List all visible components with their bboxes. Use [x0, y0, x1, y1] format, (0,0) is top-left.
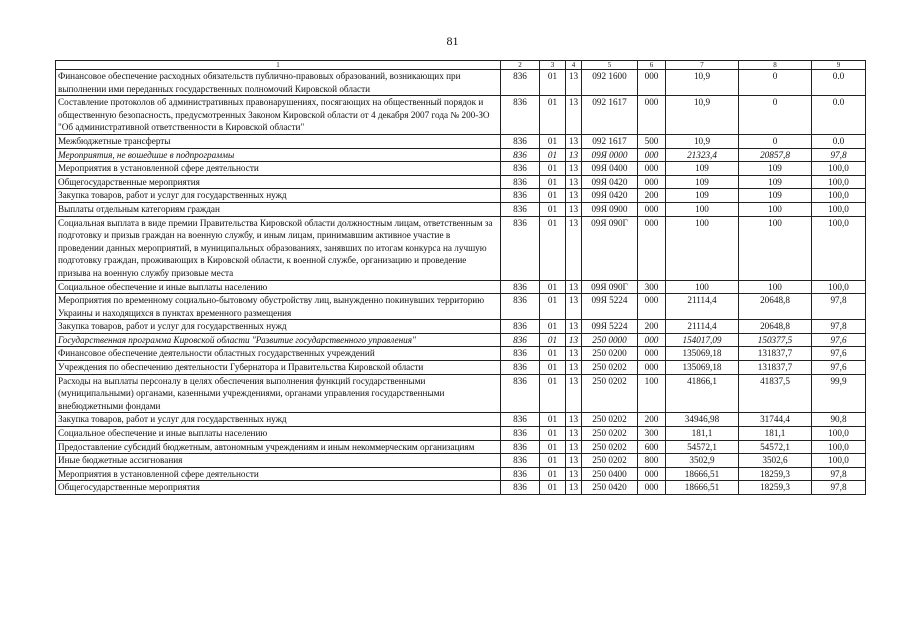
- target-article-cell: 09Я 0400: [582, 162, 638, 176]
- planned-amount-cell: 10,9: [666, 134, 739, 148]
- execution-percent-cell: 100,0: [812, 162, 866, 176]
- table-row: [56, 148, 866, 162]
- execution-percent-cell: 100,0: [812, 175, 866, 189]
- planned-amount-cell: 21323,4: [666, 148, 739, 162]
- admin-code-cell: 836: [501, 70, 540, 96]
- subsection-code-cell: 13: [566, 134, 582, 148]
- admin-code-cell: 836: [501, 280, 540, 294]
- subsection-code-cell: 13: [566, 374, 582, 413]
- section-code-cell: 01: [540, 361, 566, 375]
- subsection-code-cell: 13: [566, 189, 582, 203]
- section-code-cell: 01: [540, 467, 566, 481]
- row-name-cell: Выплаты отдельным категориям граждан: [56, 202, 501, 216]
- expense-type-cell: 000: [638, 202, 666, 216]
- execution-percent-cell: 100,0: [812, 440, 866, 454]
- target-article-cell: 250 0202: [582, 361, 638, 375]
- target-article-cell: 09Я 090Г: [582, 216, 638, 280]
- table-row: [56, 333, 866, 347]
- row-name-cell: Общегосударственные мероприятия: [56, 481, 501, 495]
- executed-amount-cell: 109: [739, 162, 812, 176]
- subsection-code-cell: 13: [566, 467, 582, 481]
- expense-type-cell: 200: [638, 413, 666, 427]
- row-name-cell: Межбюджетные трансферты: [56, 134, 501, 148]
- executed-amount-cell: 131837,7: [739, 347, 812, 361]
- row-name-cell: Составление протоколов об административных правонарушениях, посягающих на общественный порядок и общественную безопасность, предусмотренных Законом Кировской области от 4 декабря 2007 года № 200-ЗО "Об административной ответственности в Кировской области": [56, 96, 501, 135]
- executed-amount-cell: 100: [739, 216, 812, 280]
- expense-type-cell: 200: [638, 320, 666, 334]
- row-name-cell: Учреждения по обеспечению деятельности Губернатора и Правительства Кировской области: [56, 361, 501, 375]
- table-body: [56, 70, 866, 495]
- table-row: [56, 481, 866, 495]
- target-article-cell: 250 0200: [582, 347, 638, 361]
- subsection-code-cell: 13: [566, 280, 582, 294]
- admin-code-cell: 836: [501, 216, 540, 280]
- execution-percent-cell: 97,6: [812, 333, 866, 347]
- admin-code-cell: 836: [501, 333, 540, 347]
- admin-code-cell: 836: [501, 467, 540, 481]
- planned-amount-cell: 54572,1: [666, 440, 739, 454]
- row-name-cell: Предоставление субсидий бюджетным, автономным учреждениям и иным некоммерческим организациям: [56, 440, 501, 454]
- planned-amount-cell: 109: [666, 175, 739, 189]
- row-name-cell: Социальное обеспечение и иные выплаты населению: [56, 427, 501, 441]
- executed-amount-cell: 181,1: [739, 427, 812, 441]
- table-row: [56, 413, 866, 427]
- executed-amount-cell: 109: [739, 175, 812, 189]
- expense-type-cell: 300: [638, 280, 666, 294]
- table-row: [56, 320, 866, 334]
- target-article-cell: 092 1617: [582, 134, 638, 148]
- subsection-code-cell: 13: [566, 162, 582, 176]
- column-header: 9: [812, 61, 866, 70]
- execution-percent-cell: 100,0: [812, 280, 866, 294]
- execution-percent-cell: 100,0: [812, 202, 866, 216]
- section-code-cell: 01: [540, 134, 566, 148]
- execution-percent-cell: 0.0: [812, 70, 866, 96]
- expense-type-cell: 500: [638, 134, 666, 148]
- executed-amount-cell: 18259,3: [739, 481, 812, 495]
- planned-amount-cell: 10,9: [666, 96, 739, 135]
- expense-type-cell: 000: [638, 361, 666, 375]
- admin-code-cell: 836: [501, 320, 540, 334]
- subsection-code-cell: 13: [566, 454, 582, 468]
- execution-percent-cell: 97,8: [812, 467, 866, 481]
- executed-amount-cell: 31744,4: [739, 413, 812, 427]
- planned-amount-cell: 41866,1: [666, 374, 739, 413]
- admin-code-cell: 836: [501, 134, 540, 148]
- target-article-cell: 09Я 5224: [582, 294, 638, 320]
- expense-type-cell: 000: [638, 175, 666, 189]
- subsection-code-cell: 13: [566, 175, 582, 189]
- expense-type-cell: 200: [638, 189, 666, 203]
- table-row: [56, 374, 866, 413]
- table-row: [56, 162, 866, 176]
- table-row: [56, 454, 866, 468]
- executed-amount-cell: 18259,3: [739, 467, 812, 481]
- target-article-cell: 09Я 0900: [582, 202, 638, 216]
- target-article-cell: 09Я 0420: [582, 175, 638, 189]
- header-row: [56, 61, 866, 70]
- row-name-cell: Мероприятия, не вошедшие в подпрограммы: [56, 148, 501, 162]
- planned-amount-cell: 10,9: [666, 70, 739, 96]
- subsection-code-cell: 13: [566, 96, 582, 135]
- subsection-code-cell: 13: [566, 294, 582, 320]
- executed-amount-cell: 3502,6: [739, 454, 812, 468]
- executed-amount-cell: 0: [739, 96, 812, 135]
- section-code-cell: 01: [540, 280, 566, 294]
- admin-code-cell: 836: [501, 481, 540, 495]
- row-name-cell: Социальное обеспечение и иные выплаты населению: [56, 280, 501, 294]
- admin-code-cell: 836: [501, 202, 540, 216]
- table-row: [56, 440, 866, 454]
- execution-percent-cell: 90,8: [812, 413, 866, 427]
- row-name-cell: Социальная выплата в виде премии Правительства Кировской области должностным лицам, ответственным за подготовку и призыв граждан на военную службу, и иным лицам, принимавшим активное участие в проведении данных мероприятий, в муниципальных образованиях, занявших по итогам конкурса на лучшую подготовку граждан, проживающих в Кировской области, к военной службе, организацию и проведение призыва на военную службу призовые места: [56, 216, 501, 280]
- planned-amount-cell: 100: [666, 216, 739, 280]
- planned-amount-cell: 34946,98: [666, 413, 739, 427]
- table-row: [56, 96, 866, 135]
- table-row: [56, 202, 866, 216]
- execution-percent-cell: 99,9: [812, 374, 866, 413]
- admin-code-cell: 836: [501, 361, 540, 375]
- execution-percent-cell: 0.0: [812, 96, 866, 135]
- executed-amount-cell: 131837,7: [739, 361, 812, 375]
- target-article-cell: 09Я 0000: [582, 148, 638, 162]
- section-code-cell: 01: [540, 175, 566, 189]
- target-article-cell: 250 0202: [582, 440, 638, 454]
- table-row: [56, 427, 866, 441]
- column-header: 3: [540, 61, 566, 70]
- admin-code-cell: 836: [501, 96, 540, 135]
- target-article-cell: 250 0202: [582, 374, 638, 413]
- execution-percent-cell: 100,0: [812, 189, 866, 203]
- subsection-code-cell: 13: [566, 320, 582, 334]
- section-code-cell: 01: [540, 320, 566, 334]
- executed-amount-cell: 54572,1: [739, 440, 812, 454]
- table-row: [56, 467, 866, 481]
- table-row: [56, 216, 866, 280]
- target-article-cell: 09Я 0420: [582, 189, 638, 203]
- target-article-cell: 250 0202: [582, 427, 638, 441]
- subsection-code-cell: 13: [566, 361, 582, 375]
- expense-type-cell: 100: [638, 374, 666, 413]
- expense-type-cell: 000: [638, 216, 666, 280]
- admin-code-cell: 836: [501, 347, 540, 361]
- expense-type-cell: 000: [638, 70, 666, 96]
- target-article-cell: 250 0400: [582, 467, 638, 481]
- section-code-cell: 01: [540, 294, 566, 320]
- expense-type-cell: 000: [638, 467, 666, 481]
- target-article-cell: 09Я 090Г: [582, 280, 638, 294]
- table-row: [56, 134, 866, 148]
- admin-code-cell: 836: [501, 413, 540, 427]
- section-code-cell: 01: [540, 189, 566, 203]
- executed-amount-cell: 100: [739, 280, 812, 294]
- admin-code-cell: 836: [501, 427, 540, 441]
- subsection-code-cell: 13: [566, 347, 582, 361]
- target-article-cell: 250 0000: [582, 333, 638, 347]
- section-code-cell: 01: [540, 333, 566, 347]
- table-row: [56, 70, 866, 96]
- subsection-code-cell: 13: [566, 216, 582, 280]
- admin-code-cell: 836: [501, 294, 540, 320]
- column-header: 8: [739, 61, 812, 70]
- table-row: [56, 175, 866, 189]
- section-code-cell: 01: [540, 96, 566, 135]
- execution-percent-cell: 97,8: [812, 481, 866, 495]
- executed-amount-cell: 20648,8: [739, 294, 812, 320]
- subsection-code-cell: 13: [566, 202, 582, 216]
- executed-amount-cell: 100: [739, 202, 812, 216]
- row-name-cell: Государственная программа Кировской области "Развитие государственного управления": [56, 333, 501, 347]
- expense-type-cell: 600: [638, 440, 666, 454]
- planned-amount-cell: 18666,51: [666, 481, 739, 495]
- row-name-cell: Иные бюджетные ассигнования: [56, 454, 501, 468]
- admin-code-cell: 836: [501, 189, 540, 203]
- admin-code-cell: 836: [501, 148, 540, 162]
- table-row: [56, 347, 866, 361]
- execution-percent-cell: 100,0: [812, 216, 866, 280]
- executed-amount-cell: 150377,5: [739, 333, 812, 347]
- target-article-cell: 092 1617: [582, 96, 638, 135]
- section-code-cell: 01: [540, 440, 566, 454]
- expense-type-cell: 000: [638, 333, 666, 347]
- target-article-cell: 250 0202: [582, 454, 638, 468]
- subsection-code-cell: 13: [566, 70, 582, 96]
- execution-percent-cell: 100,0: [812, 454, 866, 468]
- expense-type-cell: 000: [638, 162, 666, 176]
- planned-amount-cell: 154017,09: [666, 333, 739, 347]
- admin-code-cell: 836: [501, 175, 540, 189]
- target-article-cell: 250 0420: [582, 481, 638, 495]
- table-row: [56, 280, 866, 294]
- subsection-code-cell: 13: [566, 427, 582, 441]
- expense-type-cell: 300: [638, 427, 666, 441]
- admin-code-cell: 836: [501, 374, 540, 413]
- execution-percent-cell: 97,8: [812, 294, 866, 320]
- executed-amount-cell: 109: [739, 189, 812, 203]
- admin-code-cell: 836: [501, 454, 540, 468]
- target-article-cell: 250 0202: [582, 413, 638, 427]
- planned-amount-cell: 109: [666, 189, 739, 203]
- section-code-cell: 01: [540, 70, 566, 96]
- table-row: [56, 294, 866, 320]
- row-name-cell: Закупка товаров, работ и услуг для государственных нужд: [56, 413, 501, 427]
- planned-amount-cell: 181,1: [666, 427, 739, 441]
- planned-amount-cell: 18666,51: [666, 467, 739, 481]
- row-name-cell: Закупка товаров, работ и услуг для государственных нужд: [56, 189, 501, 203]
- column-header: 5: [582, 61, 638, 70]
- section-code-cell: 01: [540, 413, 566, 427]
- planned-amount-cell: 21114,4: [666, 294, 739, 320]
- section-code-cell: 01: [540, 148, 566, 162]
- section-code-cell: 01: [540, 374, 566, 413]
- expense-type-cell: 000: [638, 96, 666, 135]
- row-name-cell: Финансовое обеспечение деятельности областных государственных учреждений: [56, 347, 501, 361]
- execution-percent-cell: 97,6: [812, 347, 866, 361]
- subsection-code-cell: 13: [566, 440, 582, 454]
- table-row: [56, 361, 866, 375]
- column-header: 6: [638, 61, 666, 70]
- column-header: 4: [566, 61, 582, 70]
- row-name-cell: Финансовое обеспечение расходных обязательств публично-правовых образований, возникающих при выполнении ими переданных государственных полномочий Кировской области: [56, 70, 501, 96]
- section-code-cell: 01: [540, 162, 566, 176]
- section-code-cell: 01: [540, 427, 566, 441]
- column-header: 2: [501, 61, 540, 70]
- row-name-cell: Мероприятия по временному социально-бытовому обустройству лиц, вынужденно покинувших территорию Украины и находящихся в пунктах временного размещения: [56, 294, 501, 320]
- row-name-cell: Закупка товаров, работ и услуг для государственных нужд: [56, 320, 501, 334]
- subsection-code-cell: 13: [566, 413, 582, 427]
- row-name-cell: Мероприятия в установленной сфере деятельности: [56, 162, 501, 176]
- target-article-cell: 092 1600: [582, 70, 638, 96]
- column-header: 1: [56, 61, 501, 70]
- page-number: 81: [446, 34, 459, 48]
- executed-amount-cell: 41837,5: [739, 374, 812, 413]
- planned-amount-cell: 109: [666, 162, 739, 176]
- subsection-code-cell: 13: [566, 481, 582, 495]
- section-code-cell: 01: [540, 202, 566, 216]
- execution-percent-cell: 97,8: [812, 320, 866, 334]
- planned-amount-cell: 135069,18: [666, 347, 739, 361]
- execution-percent-cell: 0.0: [812, 134, 866, 148]
- planned-amount-cell: 21114,4: [666, 320, 739, 334]
- column-header: 7: [666, 61, 739, 70]
- section-code-cell: 01: [540, 454, 566, 468]
- row-name-cell: Расходы на выплаты персоналу в целях обеспечения выполнения функций государственными (муниципальными) органами, казенными учреждениями, органами управления государственными внебюджетными фондами: [56, 374, 501, 413]
- expense-type-cell: 000: [638, 294, 666, 320]
- executed-amount-cell: 0: [739, 134, 812, 148]
- execution-percent-cell: 97,6: [812, 361, 866, 375]
- admin-code-cell: 836: [501, 440, 540, 454]
- executed-amount-cell: 20857,8: [739, 148, 812, 162]
- planned-amount-cell: 135069,18: [666, 361, 739, 375]
- execution-percent-cell: 100,0: [812, 427, 866, 441]
- table-row: [56, 189, 866, 203]
- planned-amount-cell: 3502,9: [666, 454, 739, 468]
- section-code-cell: 01: [540, 481, 566, 495]
- expense-type-cell: 800: [638, 454, 666, 468]
- execution-percent-cell: 97,8: [812, 148, 866, 162]
- row-name-cell: Мероприятия в установленной сфере деятельности: [56, 467, 501, 481]
- planned-amount-cell: 100: [666, 280, 739, 294]
- subsection-code-cell: 13: [566, 333, 582, 347]
- budget-table: [55, 60, 866, 495]
- expense-type-cell: 000: [638, 347, 666, 361]
- section-code-cell: 01: [540, 216, 566, 280]
- expense-type-cell: 000: [638, 481, 666, 495]
- admin-code-cell: 836: [501, 162, 540, 176]
- executed-amount-cell: 0: [739, 70, 812, 96]
- expense-type-cell: 000: [638, 148, 666, 162]
- subsection-code-cell: 13: [566, 148, 582, 162]
- executed-amount-cell: 20648,8: [739, 320, 812, 334]
- row-name-cell: Общегосударственные мероприятия: [56, 175, 501, 189]
- target-article-cell: 09Я 5224: [582, 320, 638, 334]
- planned-amount-cell: 100: [666, 202, 739, 216]
- section-code-cell: 01: [540, 347, 566, 361]
